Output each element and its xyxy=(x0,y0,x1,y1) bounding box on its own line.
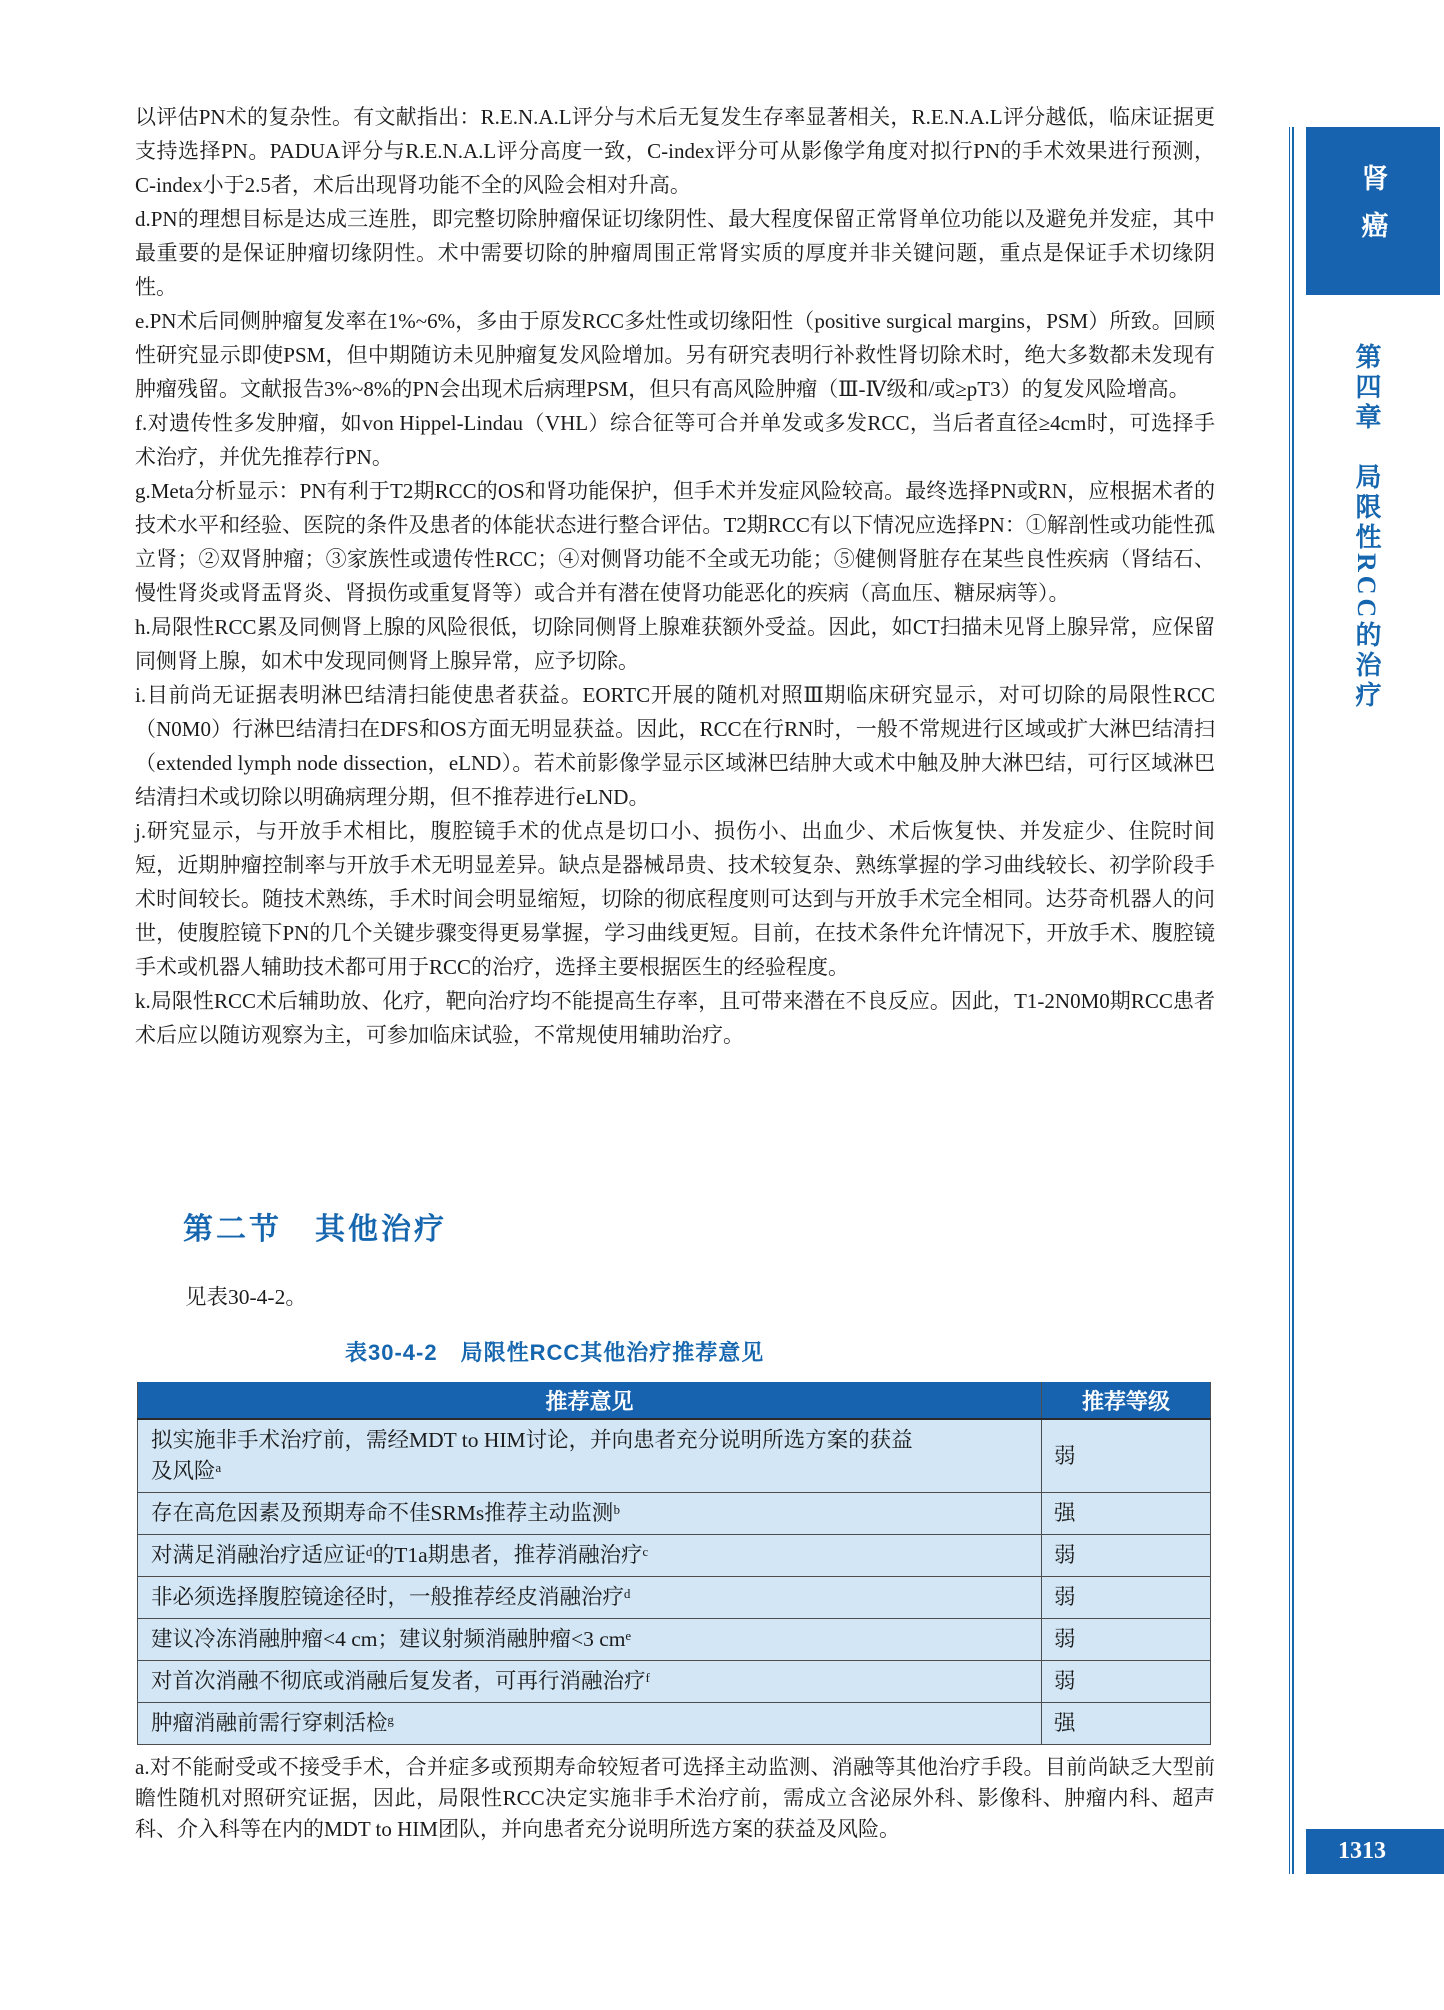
body-paragraph: g.Meta分析显示：PN有利于T2期RCC的OS和肾功能保护，但手术并发症风险较高。最终选择PN或RN，应根据术者的技术水平和经验、医院的条件及患者的体能状态进行整合评估。T2期RCC有以下情况应选择PN：①解剖性或功能性孤立肾；②双肾肿瘤；③家族性或遗传性RCC；④对侧肾功能不全或无功能；⑤健侧肾脏存在某些良性疾病（肾结石、慢性肾炎或肾盂肾炎、肾损伤或重复肾等）或合并有潜在使肾功能恶化的疾病（高血压、糖尿病等）。 xyxy=(135,479,1215,605)
page-number-value: 1313 xyxy=(1338,1838,1386,1864)
recommendation-cell: 非必须选择腹腔镜途径时，一般推荐经皮消融治疗ᵈ xyxy=(138,1577,1042,1619)
grade-cell: 弱 xyxy=(1042,1535,1211,1577)
body-text xyxy=(135,100,1215,1052)
grade-cell: 弱 xyxy=(1042,1661,1211,1703)
recommendation-cell: 对首次消融不彻底或消融后复发者，可再行消融治疗ᶠ xyxy=(138,1661,1042,1703)
grade-cell: 弱 xyxy=(1042,1619,1211,1661)
table-row xyxy=(138,1493,1211,1535)
table-caption: 表30-4-2 局限性RCC其他治疗推荐意见 xyxy=(345,1340,765,1365)
body-paragraph: d.PN的理想目标是达成三连胜，即完整切除肿瘤保证切缘阴性、最大程度保留正常肾单位功能以及避免并发症，其中最重要的是保证肿瘤切缘阴性。术中需要切除的肿瘤周围正常肾实质的厚度并非关键问题，重点是保证手术切缘阴性。 xyxy=(135,207,1215,299)
column-header-grade: 推荐等级 xyxy=(1042,1382,1211,1419)
grade-cell: 强 xyxy=(1042,1493,1211,1535)
table-header-row xyxy=(138,1382,1211,1419)
table-row xyxy=(138,1577,1211,1619)
table-row xyxy=(138,1703,1211,1745)
grade-cell: 强 xyxy=(1042,1703,1211,1745)
body-paragraph: f.对遗传性多发肿瘤，如von Hippel-Lindau（VHL）综合征等可合并单发或多发RCC，当后者直径≥4cm时，可选择手术治疗，并优先推荐行PN。 xyxy=(135,411,1215,469)
sidebar-divider-line xyxy=(1289,127,1294,1874)
recommendation-cell: 拟实施非手术治疗前，需经MDT to HIM讨论，并向患者充分说明所选方案的获益及风险ᵃ xyxy=(138,1419,1042,1493)
table-row xyxy=(138,1419,1211,1493)
chapter-tab xyxy=(1306,127,1440,295)
recommendation-cell: 建议冷冻消融肿瘤<4 cm；建议射频消融肿瘤<3 cmᵉ xyxy=(138,1619,1042,1661)
table-row xyxy=(138,1535,1211,1577)
table-reference: 见表30-4-2。 xyxy=(185,1285,307,1309)
chapter-title-vertical: 第四章 局限性RCC的治疗 xyxy=(1352,343,1381,712)
recommendation-cell: 对满足消融治疗适应证ᵈ的T1a期患者，推荐消融治疗ᶜ xyxy=(138,1535,1042,1577)
recommendation-cell: 肿瘤消融前需行穿刺活检ᵍ xyxy=(138,1703,1042,1745)
body-paragraph: e.PN术后同侧肿瘤复发率在1%~6%，多由于原发RCC多灶性或切缘阳性（positive surgical margins，PSM）所致。回顾性研究显示即使PSM，但中期随访未见肿瘤复发风险增加。另有研究表明行补救性肾切除术时，绝大多数都未发现有肿瘤残留。文献报告3%~8%的PN会出现术后病理PSM，但只有高风险肿瘤（Ⅲ-Ⅳ级和/或≥pT3）的复发风险增高。 xyxy=(135,309,1215,401)
body-paragraph: h.局限性RCC累及同侧肾上腺的风险很低，切除同侧肾上腺难获额外受益。因此，如CT扫描未见肾上腺异常，应保留同侧肾上腺，如术中发现同侧肾上腺异常，应予切除。 xyxy=(135,615,1215,673)
body-paragraph: i.目前尚无证据表明淋巴结清扫能使患者获益。EORTC开展的随机对照Ⅲ期临床研究显示，对可切除的局限性RCC（N0M0）行淋巴结清扫在DFS和OS方面无明显获益。因此，RCC在行RN时，一般不常规进行区域或扩大淋巴结清扫（extended lymph node dissection，eLND）。若术前影像学显示区域淋巴结肿大或术中触及肿大淋巴结，可行区域淋巴结清扫术或切除以明确病理分期，但不推荐进行eLND。 xyxy=(135,683,1215,809)
body-paragraph: j.研究显示，与开放手术相比，腹腔镜手术的优点是切口小、损伤小、出血少、术后恢复快、并发症少、住院时间短，近期肿瘤控制率与开放手术无明显差异。缺点是器械昂贵、技术较复杂、熟练掌握的学习曲线较长、初学阶段手术时间较长。随技术熟练，手术时间会明显缩短，切除的彻底程度则可达到与开放手术完全相同。达芬奇机器人的问世，使腹腔镜下PN的几个关键步骤变得更易掌握，学习曲线更短。目前，在技术条件允许情况下，开放手术、腹腔镜手术或机器人辅助技术都可用于RCC的治疗，选择主要根据医生的经验程度。 xyxy=(135,819,1215,979)
recommendation-table xyxy=(137,1382,1211,1745)
body-paragraph: k.局限性RCC术后辅助放、化疗，靶向治疗均不能提高生存率，且可带来潜在不良反应。因此，T1-2N0M0期RCC患者术后应以随访观察为主，可参加临床试验，不常规使用辅助治疗。 xyxy=(135,989,1215,1047)
page-number-badge xyxy=(1306,1829,1444,1874)
body-paragraph: 以评估PN术的复杂性。有文献指出：R.E.N.A.L评分与术后无复发生存率显著相关，R.E.N.A.L评分越低，临床证据更支持选择PN。PADUA评分与R.E.N.A.L评分高度一致，C-index评分可从影像学角度对拟行PN的手术效果进行预测，C-index小于2.5者，术后出现肾功能不全的风险会相对升高。 xyxy=(135,105,1215,197)
section-title: 第二节 其他治疗 xyxy=(183,1213,447,1246)
recommendation-cell: 存在高危因素及预期寿命不佳SRMs推荐主动监测ᵇ xyxy=(138,1493,1042,1535)
column-header-recommendation: 推荐意见 xyxy=(138,1382,1042,1419)
table-footnote: a.对不能耐受或不接受手术，合并症多或预期寿命较短者可选择主动监测、消融等其他治疗手段。目前尚缺乏大型前瞻性随机对照研究证据，因此，局限性RCC决定实施非手术治疗前，需成立含泌尿外科、影像科、肿瘤内科、超声科、介入科等在内的MDT to HIM团队，并向患者充分说明所选方案的获益及风险。 xyxy=(135,1755,1215,1841)
grade-cell: 弱 xyxy=(1042,1577,1211,1619)
grade-cell: 弱 xyxy=(1042,1419,1211,1493)
table-row xyxy=(138,1619,1211,1661)
chapter-tab-label: 肾癌 xyxy=(1357,164,1388,258)
table-row xyxy=(138,1661,1211,1703)
